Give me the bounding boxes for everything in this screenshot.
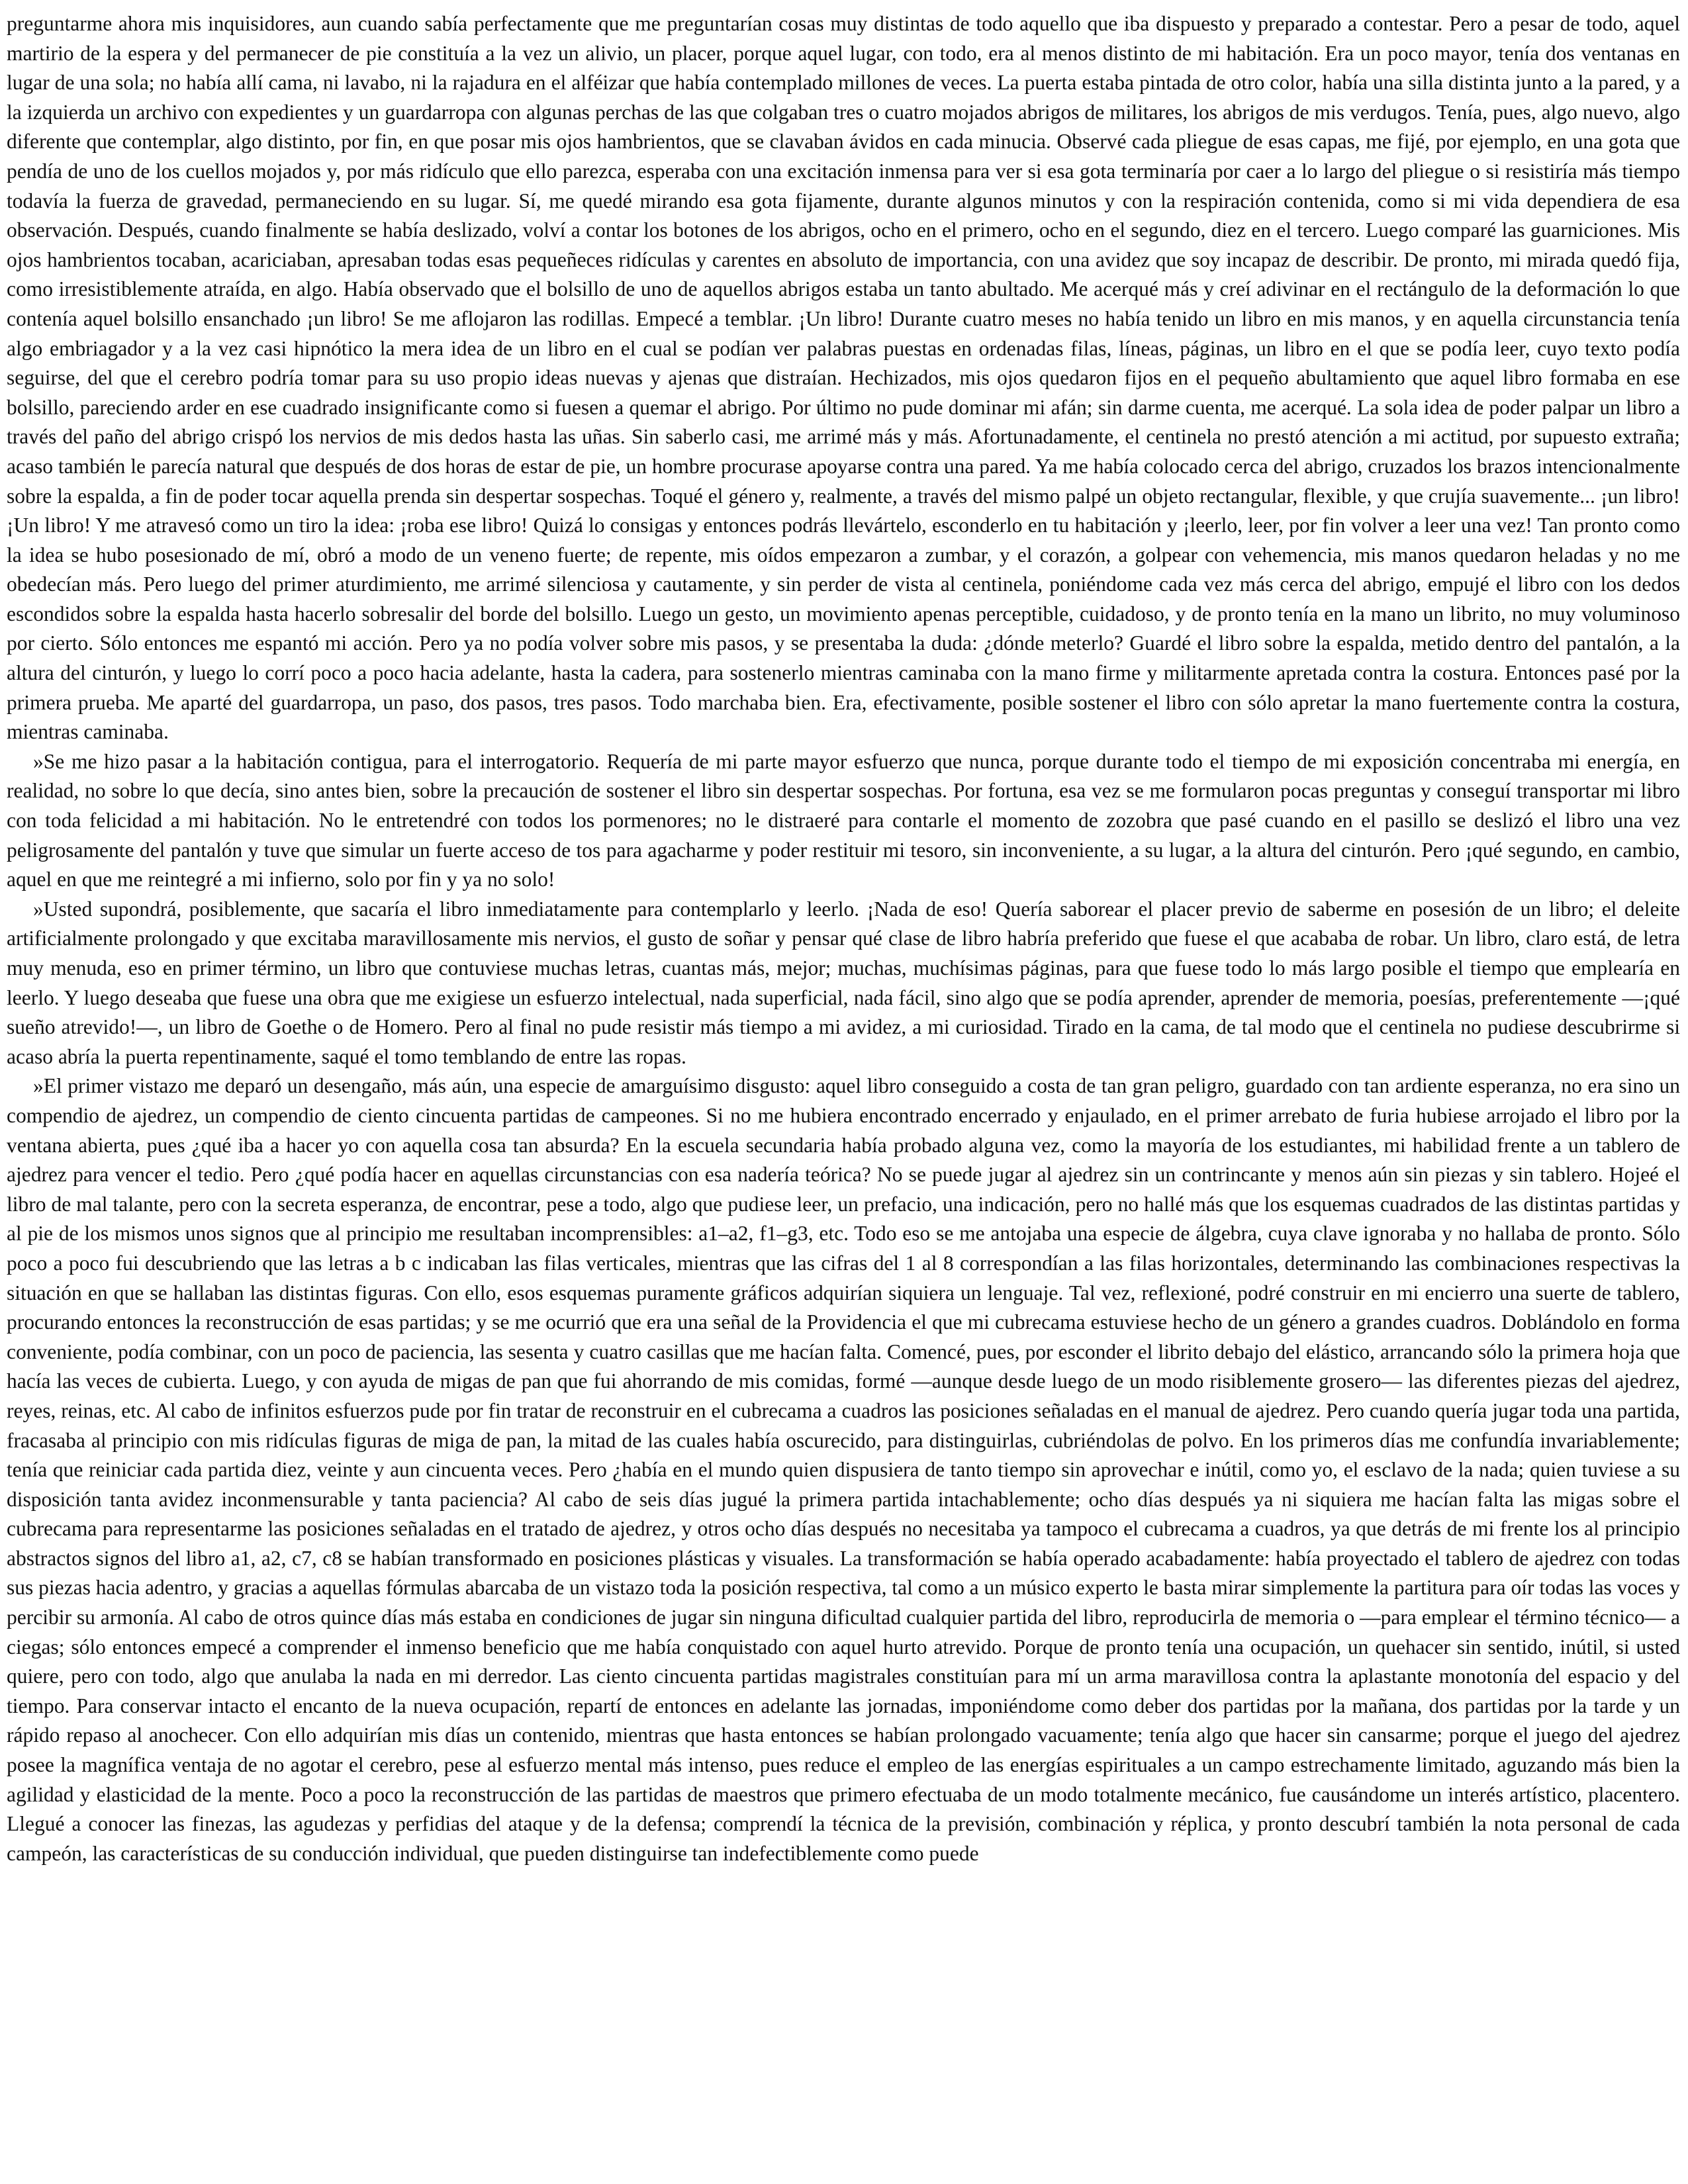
paragraph-3: »Usted supondrá, posiblemente, que sacaría el libro inmediatamente para contemplarlo y leerlo. ¡Nada de eso! Quería saborear el placer previo de saberme en posesión de un libro; el deleite artificialmente prolongado y que excitaba maravillosamente mis nervios, el gusto de soñar y pensar qué clase de libro habría preferido que fuese el que acababa de robar. Un libro, claro está, de letra muy menuda, eso en primer término, un libro que contuviese muchas letras, cuantas más, mejor; muchas, muchísimas páginas, para que fuese todo lo más largo posible el tiempo que emplearía en leerlo. Y luego deseaba que fuese una obra que me exigiese un esfuerzo intelectual, nada superficial, nada fácil, sino algo que se podía aprender, aprender de memoria, poesías, preferentemente —¡qué sueño atrevido!—, un libro de Goethe o de Homero. Pero al final no pude resistir más tiempo a mi avidez, a mi curiosidad. Tirado en la cama, de tal modo que el centinela no pudiese descubrirme si acaso abría la puerta repentinamente, saqué el tomo temblando de entre las ropas. — [7, 897, 1680, 1068]
document-page — [7, 9, 1680, 1868]
paragraph-4: »El primer vistazo me deparó un desengaño, más aún, una especie de amarguísimo disgusto: aquel libro conseguido a costa de tan gran peligro, guardado con tan ardiente esperanza, no era sino un compendio de ajedrez, un compendio de ciento cincuenta partidas de campeones. Si no me hubiera encontrado encerrado y enjaulado, en el primer arrebato de furia hubiese arrojado el libro por la ventana abierta, pues ¿qué iba a hacer yo con aquella cosa tan absurda? En la escuela secundaria había probado alguna vez, como la mayoría de los estudiantes, mi habilidad frente a un tablero de ajedrez para vencer el tedio. Pero ¿qué podía hacer en aquellas circunstancias con esa nadería teórica? No se puede jugar al ajedrez sin un contrincante y menos aún sin piezas y sin tablero. Hojeé el libro de mal talante, pero con la secreta esperanza, de encontrar, pese a todo, algo que pudiese leer, un prefacio, una indicación, pero no hallé más que los esquemas cuadrados de las distintas partidas y al pie de los mismos unos signos que al principio me resultaban incomprensibles: a1–a2, f1–g3, etc. Todo eso se me antojaba una especie de álgebra, cuya clave ignoraba y no hallaba de pronto. Sólo poco a poco fui descubriendo que las letras a b c indicaban las filas verticales, mientras que las cifras del 1 al 8 correspondían a las filas horizontales, determinando las combinaciones respectivas la situación en que se hallaban las distintas figuras. Con ello, esos esquemas puramente gráficos adquirían siquiera un lenguaje. Tal vez, reflexioné, podré construir en mi encierro una suerte de tablero, procurando entonces la reconstrucción de esas partidas; y se me ocurrió que era una señal de la Providencia el que mi cubrecama estuviese hecho de un género a grandes cuadros. Doblándolo en forma conveniente, podía combinar, con un poco de paciencia, las sesenta y cuatro casillas que me hacían falta. Comencé, pues, por esconder el librito debajo del elástico, arrancando sólo la primera hoja que hacía las veces de cubierta. Luego, y con ayuda de migas de pan que fui ahorrando de mis comidas, formé —aunque desde luego de un modo risiblemente grosero— las diferentes piezas del ajedrez, reyes, reinas, etc. Al cabo de infinitos esfuerzos pude por fin tratar de reconstruir en el cubrecama a cuadros las posiciones señaladas en el manual de ajedrez. Pero cuando quería jugar toda una partida, fracasaba al principio con mis ridículas figuras de miga de pan, la mitad de las cuales había oscurecido, para distinguirlas, cubriéndolas de polvo. En los primeros días me confundía invariablemente; tenía que reiniciar cada partida diez, veinte y aun cincuenta veces. Pero ¿había en el mundo quien dispusiera de tanto tiempo sin aprovechar e inútil, como yo, el esclavo de la nada; quien tuviese a su disposición tanta avidez inconmensurable y tanta paciencia? Al cabo de seis días jugué la primera partida intachablemente; ocho días después ya ni siquiera me hacían falta las migas sobre el cubrecama para representarme las posiciones señaladas en el tratado de ajedrez, y otros ocho días después no necesitaba ya tampoco el cubrecama a cuadros, ya que detrás de mi frente los al principio abstractos signos del libro a1, a2, c7, c8 se habían transformado en posiciones plásticas y visuales. La transformación se había operado acabadamente: había proyectado el tablero de ajedrez con todas sus piezas hacia adentro, y gracias a aquellas fórmulas abarcaba de un vistazo toda la posición respectiva, tal como a un músico experto le basta mirar simplemente la partitura para oír todas las voces y percibir su armonía. Al cabo de otros quince días más estaba en condiciones de jugar sin ninguna dificultad cualquier partida del libro, reproducirla de memoria o —para emplear el término técnico— a ciegas; sólo entonces empecé a comprender el inmenso beneficio que me había conquistado con aquel hurto atrevido. Porque de pronto tenía una ocupación, un quehacer sin sentido, inútil, si usted quiere, pero con todo, algo que anulaba la nada en mi derredor. Las ciento cincuenta partidas magistrales constituían para mí un arma maravillosa contra la aplastante monotonía del espacio y del tiempo. Para conservar intacto el encanto de la nueva ocupación, repartí de entonces en adelante las jornadas, imponiéndome como deber dos partidas por la mañana, dos partidas por la tarde y un rápido repaso al anochecer. Con ello adquirían mis días un contenido, mientras que hasta entonces se habían prolongado vacuamente; tenía algo que hacer sin cansarme; porque el juego del ajedrez posee la magnífica ventaja de no agotar el cerebro, pese al esfuerzo mental más intenso, pues reduce el empleo de las energías espirituales a un campo estrechamente limitado, aguzando más bien la agilidad y elasticidad de la mente. Poco a poco la reconstrucción de las partidas de maestros que primero efectuaba de un modo totalmente mecánico, fue causándome un interés artístico, placentero. Llegué a conocer las finezas, las agudezas y perfidias del ataque y de la defensa; comprendí la técnica de la previsión, combinación y réplica, y pronto descubrí también la nota personal de cada campeón, las características de su conducción individual, que pueden distinguirse tan indefectiblemente como puede — [7, 1074, 1680, 1865]
paragraph-2: »Se me hizo pasar a la habitación contigua, para el interrogatorio. Requería de mi parte mayor esfuerzo que nunca, porque durante todo el tiempo de mi exposición concentraba mi energía, en realidad, no sobre lo que decía, sino antes bien, sobre la precaución de sostener el libro sin despertar sospechas. Por fortuna, esa vez se me formularon pocas preguntas y conseguí transportar mi libro con toda felicidad a mi habitación. No le entretendré con todos los pormenores; no le distraeré para contarle el momento de zozobra que pasé cuando en el pasillo se deslizó el libro una vez peligrosamente del pantalón y tuve que simular un fuerte acceso de tos para agacharme y poder restituir mi tesoro, sin inconveniente, a su lugar, a la altura del cinturón. Pero ¡qué segundo, en cambio, aquel en que me reintegré a mi infierno, solo por fin y ya no solo! — [7, 749, 1680, 891]
paragraph-1: preguntarme ahora mis inquisidores, aun cuando sabía perfectamente que me preguntarían cosas muy distintas de todo aquello que iba dispuesto y preparado a contestar. Pero a pesar de todo, aquel martirio de la espera y del permanecer de pie constituía a la vez un alivio, un placer, porque aquel lugar, con todo, era al menos distinto de mi habitación. Era un poco mayor, tenía dos ventanas en lugar de una sola; no había allí cama, ni lavabo, ni la rajadura en el alféizar que había contemplado millones de veces. La puerta estaba pintada de otro color, había una silla distinta junto a la pared, y a la izquierda un archivo con expedientes y un guardarropa con algunas perchas de las que colgaban tres o cuatro mojados abrigos de militares, los abrigos de mis verdugos. Tenía, pues, algo nuevo, algo diferente que contemplar, algo distinto, por fin, en que posar mis ojos hambrientos, que se clavaban ávidos en cada minucia. Observé cada pliegue de esas capas, me fijé, por ejemplo, en una gota que pendía de uno de los cuellos mojados y, por más ridículo que ello parezca, esperaba con una excitación inmensa para ver si esa gota terminaría por caer a lo largo del pliegue o si resistiría más tiempo todavía la fuerza de gravedad, permaneciendo en su lugar. Sí, me quedé mirando esa gota fijamente, durante algunos minutos y con la respiración contenida, como si mi vida dependiera de esa observación. Después, cuando finalmente se había deslizado, volví a contar los botones de los abrigos, ocho en el primero, ocho en el segundo, diez en el tercero. Luego comparé las guarniciones. Mis ojos hambrientos tocaban, acariciaban, apresaban todas esas pequeñeces ridículas y carentes en absoluto de importancia, con una avidez que soy incapaz de describir. De pronto, mi mirada quedó fija, como irresistiblemente atraída, en algo. Había observado que el bolsillo de uno de aquellos abrigos estaba un tanto abultado. Me acerqué más y creí adivinar en el rectángulo de la deformación lo que contenía aquel bolsillo ensanchado ¡un libro! Se me aflojaron las rodillas. Empecé a temblar. ¡Un libro! Durante cuatro meses no había tenido un libro en mis manos, y en aquella circunstancia tenía algo embriagador y a la vez casi hipnótico la mera idea de un libro en el cual se podían ver palabras puestas en ordenadas filas, líneas, páginas, un libro en el que se podía leer, cuyo texto podía seguirse, del que el cerebro podría tomar para su uso propio ideas nuevas y ajenas que distraían. Hechizados, mis ojos quedaron fijos en el pequeño abultamiento que aquel libro formaba en ese bolsillo, pareciendo arder en ese cuadrado insignificante como si fuesen a quemar el abrigo. Por último no pude dominar mi afán; sin darme cuenta, me acerqué. La sola idea de poder palpar un libro a través del paño del abrigo crispó los nervios de mis dedos hasta las uñas. Sin saberlo casi, me arrimé más y más. Afortunadamente, el centinela no prestó atención a mi actitud, por supuesto extraña; acaso también le parecía natural que después de dos horas de estar de pie, un hombre procurase apoyarse contra una pared. Ya me había colocado cerca del abrigo, cruzados los brazos intencionalmente sobre la espalda, a fin de poder tocar aquella prenda sin despertar sospechas. Toqué el género y, realmente, a través del mismo palpé un objeto rectangular, flexible, y que crujía suavemente... ¡un libro! ¡Un libro! Y me atravesó como un tiro la idea: ¡roba ese libro! Quizá lo consigas y entonces podrás llevártelo, esconderlo en tu habitación y ¡leerlo, leer, por fin volver a leer una vez! Tan pronto como la idea se hubo posesionado de mí, obró a modo de un veneno fuerte; de repente, mis oídos empezaron a zumbar, y el corazón, a golpear con vehemencia, mis manos quedaron heladas y no me obedecían más. Pero luego del primer aturdimiento, me arrimé silenciosa y cautamente, y sin perder de vista al centinela, poniéndome cada vez más cerca del abrigo, empujé el libro con los dedos escondidos sobre la espalda hasta hacerlo sobresalir del borde del bolsillo. Luego un gesto, un movimiento apenas perceptible, cuidadoso, y de pronto tenía en la mano un librito, no muy voluminoso por cierto. Sólo entonces me espantó mi acción. Pero ya no podía volver sobre mis pasos, y se presentaba la duda: ¿dónde meterlo? Guardé el libro sobre la espalda, metido dentro del pantalón, a la altura del cinturón, y luego lo corrí poco a poco hacia adelante, hasta la cadera, para sostenerlo mientras caminaba con la mano firme y militarmente apretada contra la costura. Entonces pasé por la primera prueba. Me aparté del guardarropa, un paso, dos pasos, tres pasos. Todo marchaba bien. Era, efectivamente, posible sostener el libro con sólo apretar la mano fuertemente contra la costura, mientras caminaba. — [7, 12, 1680, 744]
